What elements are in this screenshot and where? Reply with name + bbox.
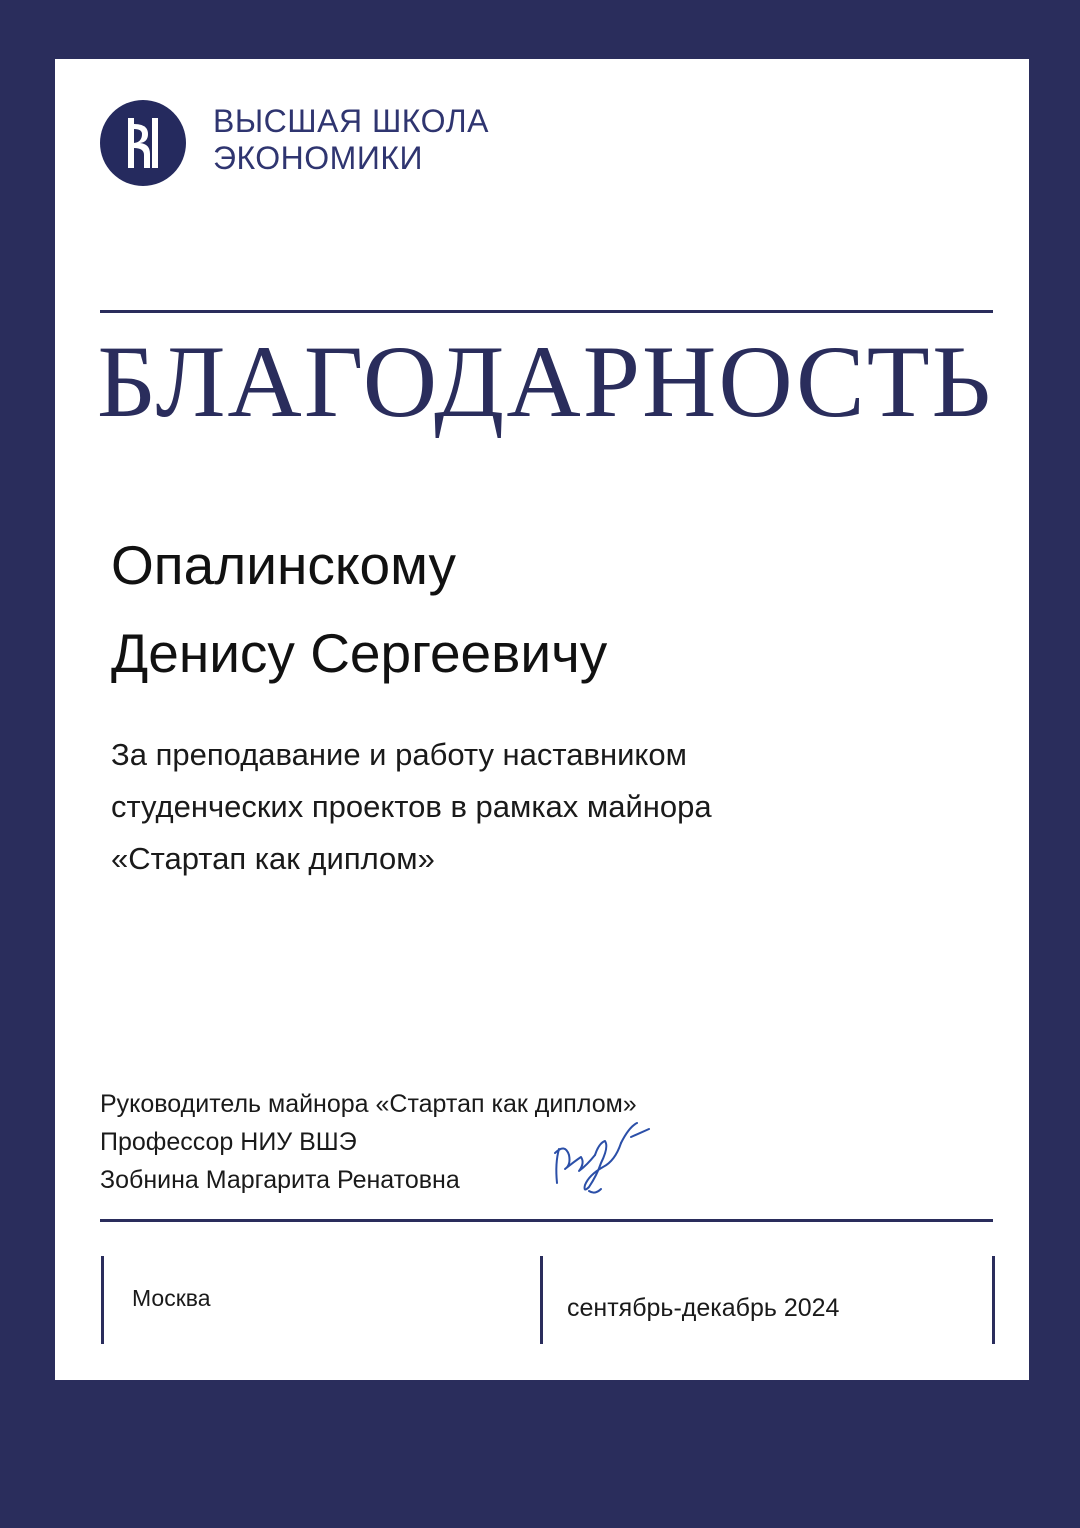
period-label: сентябрь-декабрь 2024: [567, 1294, 840, 1322]
bottom-divider: [100, 1219, 993, 1222]
signer-role: Руководитель майнора «Стартап как диплом»: [100, 1090, 637, 1118]
logo-wordmark: [213, 103, 489, 177]
reason-line-1: За преподавание и работу наставником: [111, 737, 687, 772]
reason-line-2: студенческих проектов в рамках майнора: [111, 789, 712, 824]
logo-line-1: ВЫСШАЯ ШКОЛА: [213, 103, 489, 139]
signer-name: Зобнина Маргарита Ренатовна: [100, 1166, 460, 1194]
footer-right-bar: [992, 1256, 995, 1344]
handwritten-signature-icon: [525, 1103, 665, 1208]
certificate-sheet: [55, 59, 1029, 1380]
recipient-name: [111, 521, 607, 697]
signer-title: Профессор НИУ ВШЭ: [100, 1128, 357, 1156]
award-reason: [111, 729, 712, 885]
footer-left-bar: [101, 1256, 104, 1344]
reason-line-3: «Стартап как диплом»: [111, 841, 435, 876]
logo-line-2: ЭКОНОМИКИ: [213, 140, 423, 176]
certificate-title: БЛАГОДАРНОСТЬ: [97, 325, 993, 439]
top-divider: [100, 310, 993, 313]
footer-middle-bar: [540, 1256, 543, 1344]
recipient-given-names: Денису Сергеевичу: [111, 622, 608, 684]
hse-logo-icon: [100, 100, 186, 186]
city-label: Москва: [132, 1285, 211, 1311]
recipient-surname: Опалинскому: [111, 534, 457, 596]
